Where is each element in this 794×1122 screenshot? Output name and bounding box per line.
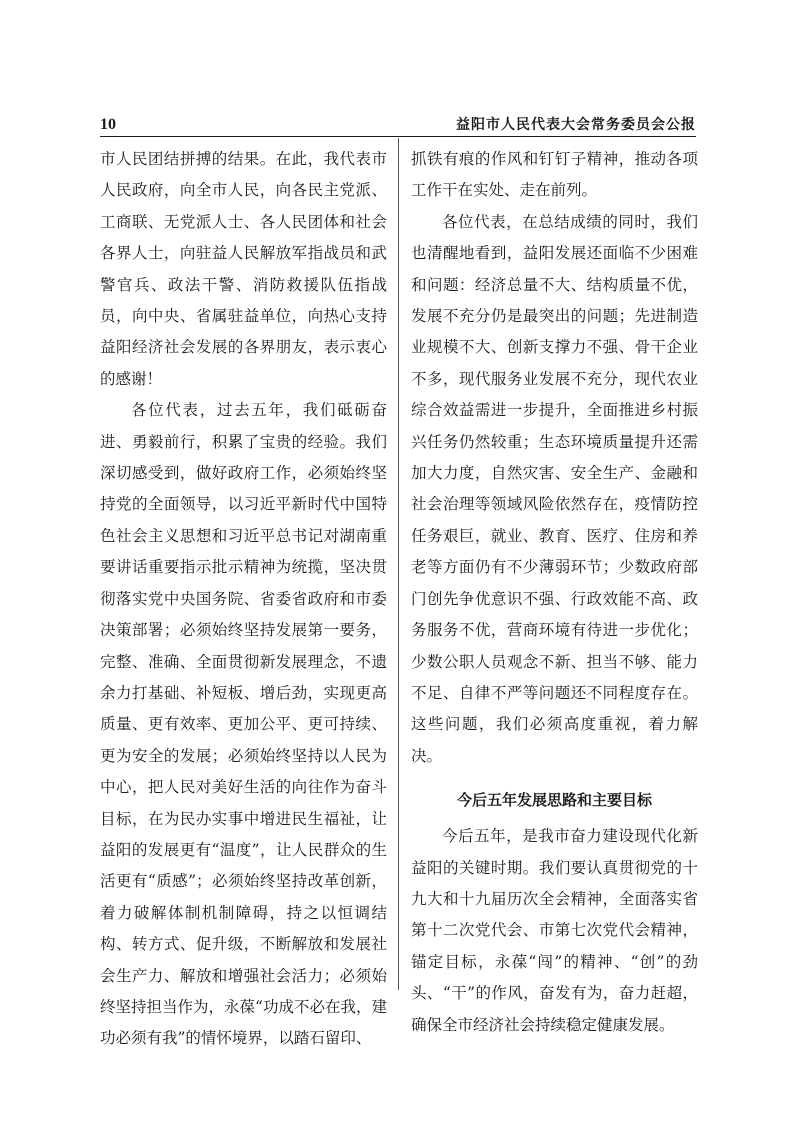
page-number: 10 [100, 116, 116, 133]
paragraph-problems: 各位代表，在总结成绩的同时，我们也清醒地看到，益阳发展还面临不少困难和问题：经济总量不大、结构质量不优，发展不充分仍是最突出的问题；先进制造业规模不大、创新支撑力不强、骨干企业不多，现代服务业发展不充分，现代农业综合效益需进一步提升，全面推进乡村振兴任务仍然较重；生态环境质量提升还需加大力度，自然灾害、安全生产、金融和社会治理等领域风险依然存在，疫情防控任务艰巨，就业、教育、医疗、住房和养老等方面仍有不少薄弱环节；少数政府部门创先争优意识不强、行政效能不高、政务服务不优，营商环境有待进一步优化；少数公职人员观念不新、担当不够、能力不足、自律不严等问题还不同程度存在。这些问题，我们必须高度重视，着力解决。 [411, 212, 698, 765]
paragraph-continued-right: 抓铁有痕的作风和钉钉子精神，推动各项工作干在实处、走在前列。 [411, 150, 698, 200]
paragraph-experience: 各位代表，过去五年，我们砥砺奋进、勇毅前行，积累了宝贵的经验。我们深切感受到，做好政府工作，必须始终坚持党的全面领导，以习近平新时代中国特色社会主义思想和习近平总书记对湖南重要讲话重要指示批示精神为统揽，坚决贯彻落实党中央国务院、省委省政府和市委决策部署；必须始终坚持发展第一要务，完整、准确、全面贯彻新发展理念，不遗余力打基础、补短板、增后劲，实现更高质量、更有效率、更加公平、更可持续、更为安全的发展；必须始终坚持以人民为中心，把人民对美好生活的向往作为奋斗目标，在为民办实事中增进民生福祉，让益阳的发展更有“温度”，让人民群众的生活更有“质感”；必须始终坚持改革创新，着力破解体制机制障碍，持之以恒调结构、转方式、促升级，不断解放和发展社会生产力、解放和增强社会活力；必须始终坚持担当作为，永葆“功成不必在我，建功必须有我”的情怀境界，以踏石留印、 [100, 401, 387, 1048]
paragraph-goals: 今后五年，是我市奋力建设现代化新益阳的关键时期。我们要认真贯彻党的十九大和十九届历次全会精神，全面落实省第十二次党代会、市第七次党代会精神，锚定目标，永葆“闯”的精神、“创”的劲头、“干”的作风，奋发有为，奋力赶超，确保全市经济社会持续稳定健康发展。 [411, 827, 698, 1034]
right-column [411, 144, 698, 1041]
header-rule [100, 136, 696, 137]
page-header [100, 115, 696, 137]
journal-title: 益阳市人民代表大会常务委员会公报 [456, 117, 696, 133]
left-column [100, 144, 387, 1055]
paragraph-continued: 市人民团结拼搏的结果。在此，我代表市人民政府，向全市人民，向各民主党派、工商联、无党派人士、各人民团体和社会各界人士，向驻益人民解放军指战员和武警官兵、政法干警、消防救援队伍指战员，向中央、省属驻益单位，向热心支持益阳经济社会发展的各界朋友，表示衷心的感谢！ [100, 150, 387, 388]
section-heading: 今后五年发展思路和主要目标 [456, 791, 652, 810]
column-divider [398, 138, 399, 990]
